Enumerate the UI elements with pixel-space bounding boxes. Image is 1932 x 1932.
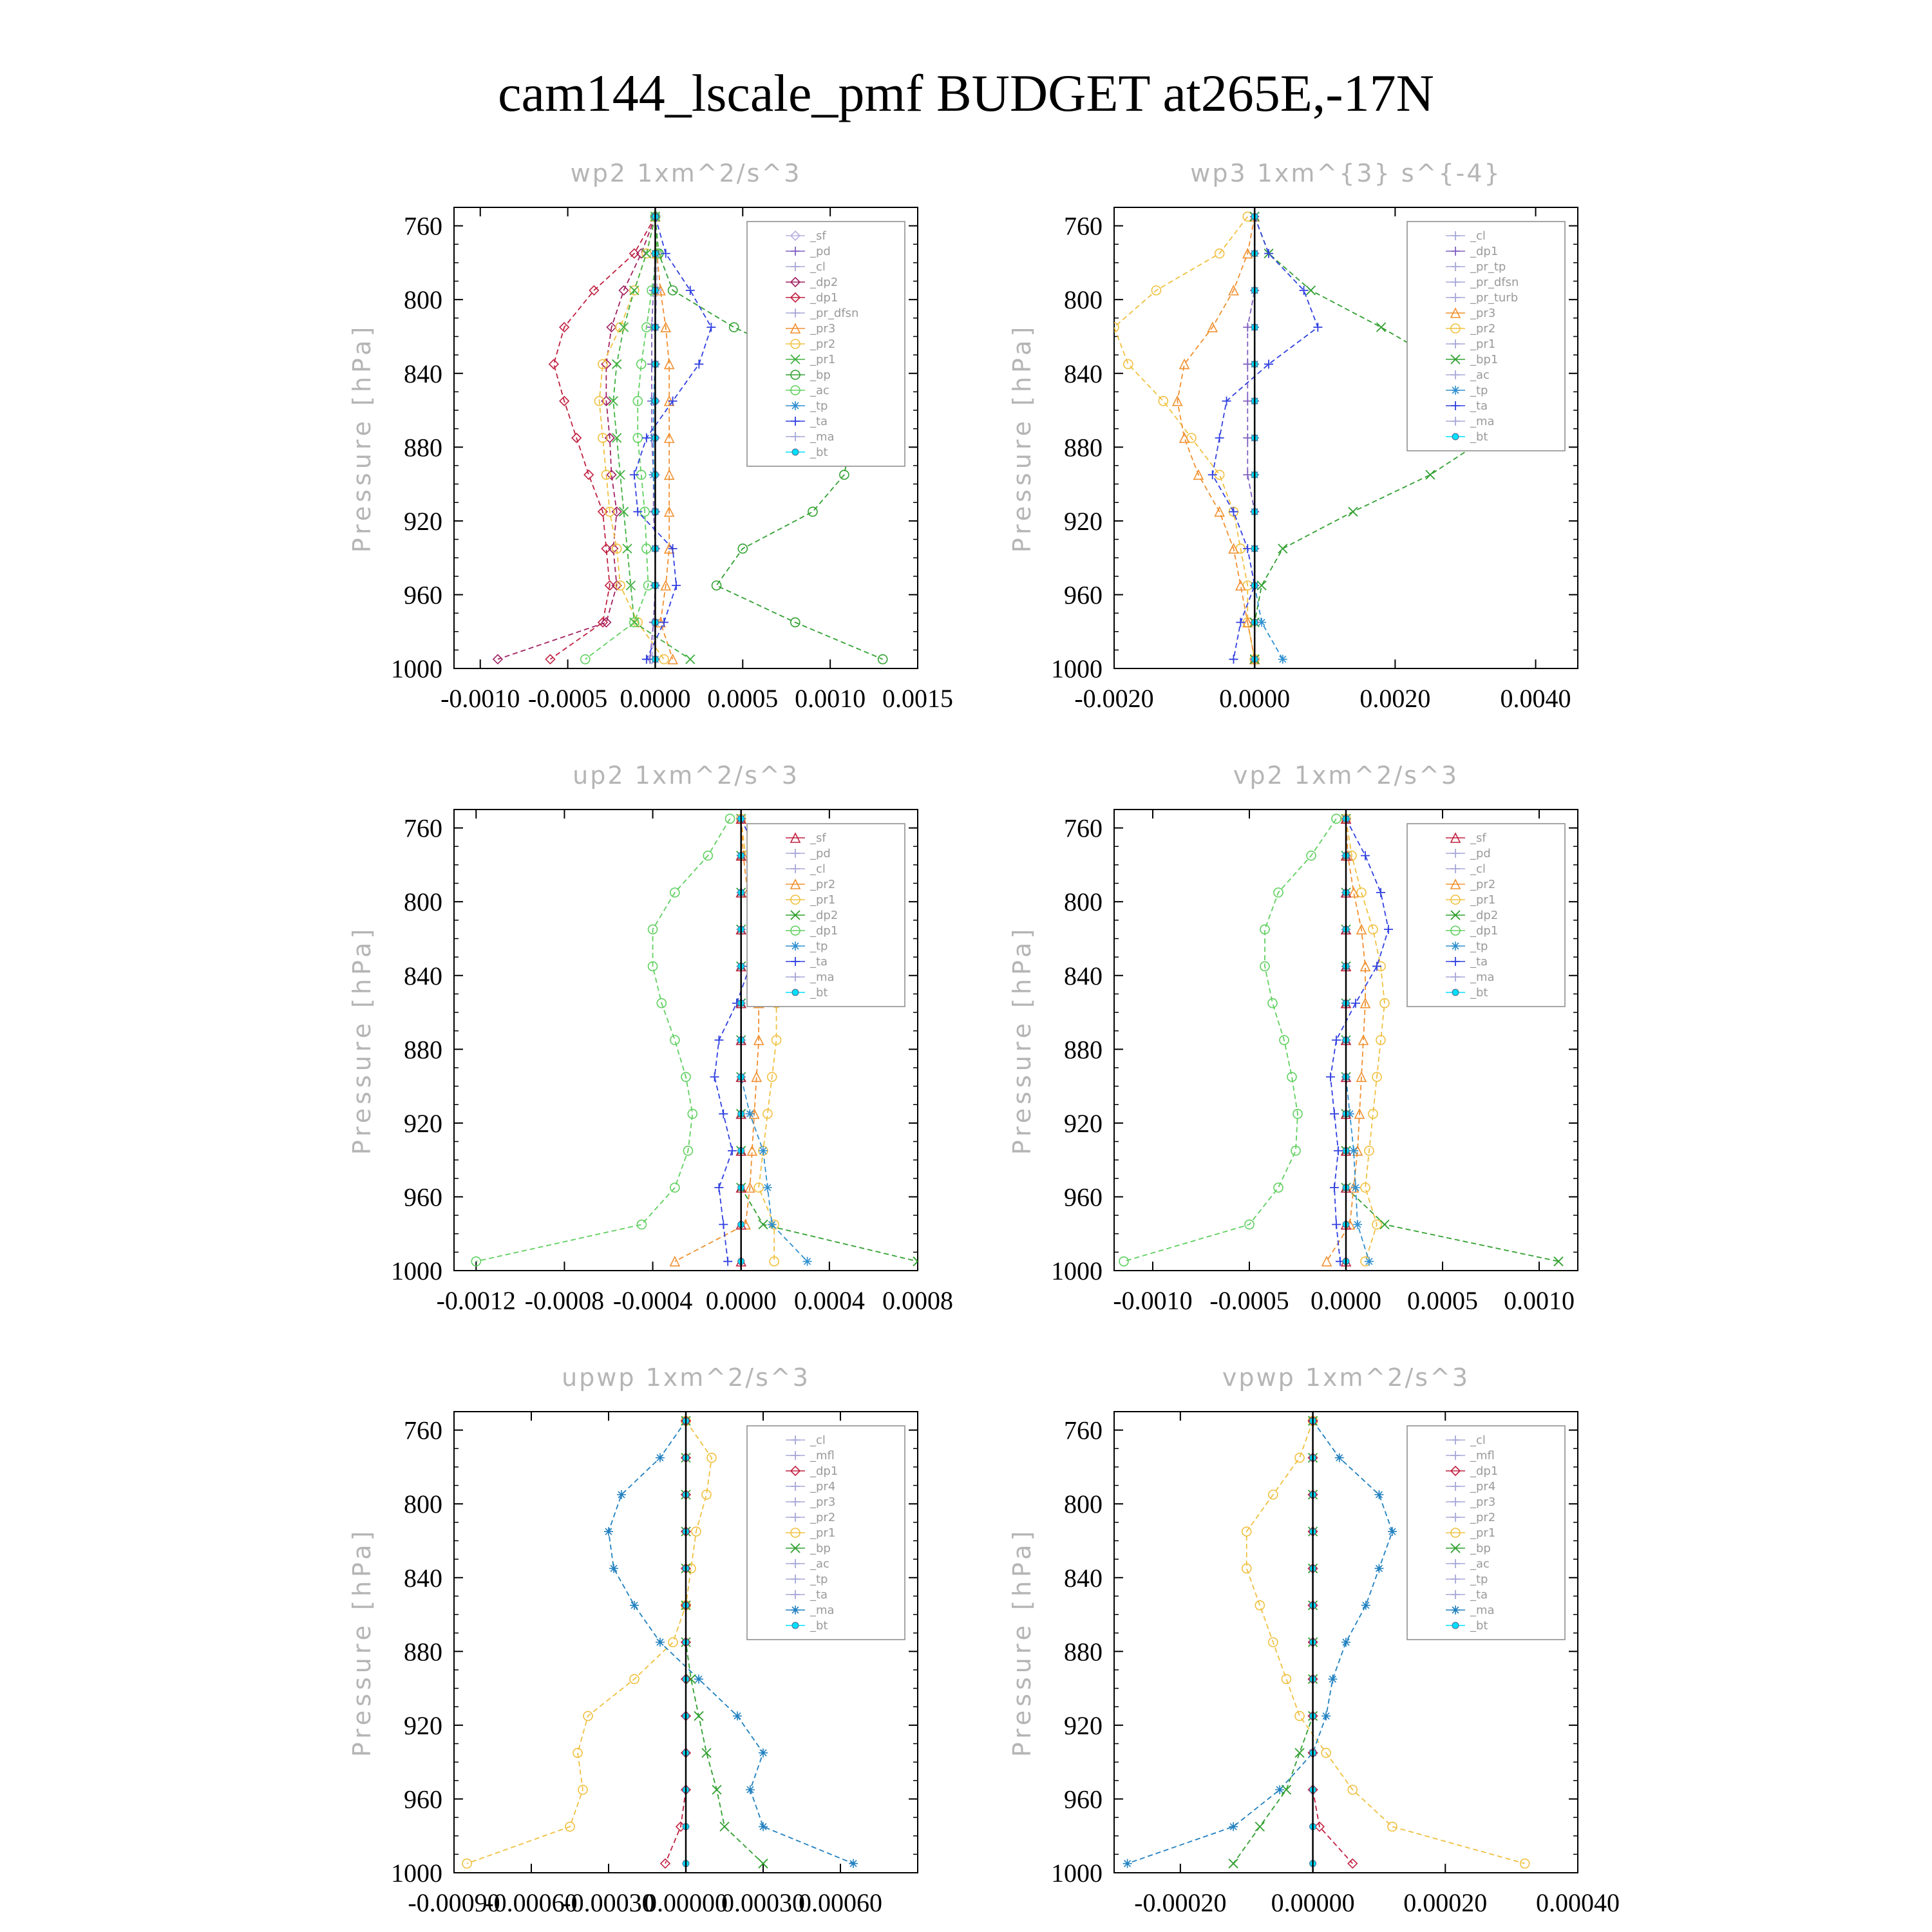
- y-tick-label: 800: [404, 285, 442, 315]
- data-point: [686, 655, 695, 664]
- x-tick-label: 0.0000: [705, 1286, 777, 1315]
- legend-label: _dp1: [1470, 1464, 1499, 1478]
- legend-label: _sf: [810, 229, 826, 243]
- y-tick-label: 960: [404, 580, 442, 610]
- legend-label: _bt: [1470, 1619, 1488, 1633]
- data-point: [1384, 925, 1393, 934]
- x-tick-label: -0.0020: [1074, 684, 1154, 713]
- data-point: [712, 1785, 721, 1794]
- data-point: [1119, 1257, 1128, 1266]
- x-tick-label: 0.00040: [1536, 1888, 1620, 1917]
- data-point: [759, 1822, 768, 1831]
- y-tick-label: 760: [1064, 1416, 1103, 1445]
- data-point: [1332, 1220, 1341, 1229]
- data-point: [1368, 925, 1378, 934]
- data-point: [1554, 1257, 1563, 1266]
- legend-label: _ac: [1470, 368, 1490, 382]
- data-point: [723, 1257, 732, 1266]
- legend-label: _bt: [1470, 430, 1488, 444]
- legend-label: _pr1: [1470, 893, 1496, 907]
- legend-label: _pr4: [1470, 1480, 1496, 1493]
- y-tick-label: 840: [1064, 961, 1103, 990]
- y-tick-label: 960: [1064, 1785, 1103, 1814]
- legend-label: _pr1: [1470, 1526, 1496, 1540]
- legend-label: _pr2: [810, 337, 836, 351]
- panel-upwp: [348, 1363, 918, 1917]
- data-point: [686, 286, 695, 295]
- data-point: [1229, 1822, 1238, 1831]
- data-point: [1328, 1674, 1337, 1683]
- data-point: [1388, 1527, 1397, 1536]
- data-point: [1349, 507, 1358, 516]
- y-tick-label: 840: [1064, 359, 1103, 388]
- legend-label: _bt: [810, 986, 828, 999]
- data-point: [1243, 359, 1252, 368]
- data-point: [1243, 433, 1252, 442]
- panel-title: wp2 1xm^2/s^3: [570, 159, 802, 187]
- data-point: [1215, 433, 1224, 442]
- data-point: [759, 1146, 768, 1155]
- legend-label: _bt: [1470, 986, 1488, 999]
- data-point: [1351, 1183, 1360, 1192]
- x-tick-label: 0.00000: [1271, 1888, 1355, 1917]
- data-point: [1274, 1183, 1283, 1192]
- legend-label: _pr2: [1470, 322, 1496, 336]
- x-tick-label: 0.0010: [1504, 1286, 1575, 1315]
- legend-label: _ta: [810, 1588, 828, 1602]
- y-tick-label: 880: [404, 433, 442, 462]
- legend-label: _tp: [810, 399, 828, 413]
- y-tick-label: 880: [1064, 1035, 1103, 1065]
- y-axis-label: Pressure [hPa]: [1008, 925, 1036, 1155]
- data-point: [1255, 1601, 1264, 1610]
- legend-label: _tp: [1470, 1573, 1488, 1586]
- legend-label: _pr3: [810, 322, 836, 336]
- data-point: [609, 1564, 618, 1573]
- panel-up2: [348, 761, 953, 1315]
- legend-label: _tp: [810, 940, 828, 953]
- data-point: [1255, 1822, 1264, 1831]
- x-tick-label: -0.0010: [440, 684, 520, 713]
- x-tick-label: 0.0040: [1500, 684, 1571, 713]
- data-point: [746, 1785, 755, 1794]
- data-point: [1124, 359, 1133, 368]
- legend-label: _cl: [1470, 229, 1486, 243]
- data-point: [637, 1220, 646, 1229]
- legend-marker: [1452, 1622, 1459, 1629]
- legend-label: _ac: [810, 1557, 829, 1571]
- y-tick-label: 760: [404, 1416, 442, 1445]
- x-tick-label: 0.0000: [620, 684, 691, 713]
- legend-marker: [1452, 433, 1459, 440]
- y-tick-label: 840: [404, 359, 442, 388]
- y-tick-label: 1000: [391, 1256, 442, 1285]
- y-tick-label: 960: [404, 1785, 442, 1814]
- y-tick-label: 800: [404, 1490, 442, 1519]
- data-point: [659, 655, 668, 664]
- legend-label: _dp1: [1470, 924, 1499, 938]
- legend-label: _ma: [1470, 971, 1495, 984]
- legend-marker: [1451, 386, 1460, 395]
- x-tick-label: -0.0012: [436, 1286, 516, 1315]
- data-point: [1282, 1674, 1291, 1683]
- y-tick-label: 800: [404, 887, 442, 917]
- legend-label: _pr4: [810, 1480, 836, 1493]
- legend-label: _ta: [1470, 399, 1488, 413]
- x-tick-label: 0.0004: [793, 1286, 865, 1315]
- legend-label: _cl: [1470, 862, 1486, 876]
- panel-title: up2 1xm^2/s^3: [573, 761, 799, 790]
- x-tick-label: 0.0000: [1311, 1286, 1381, 1315]
- y-tick-label: 760: [1064, 813, 1103, 843]
- legend-label: _ma: [1470, 1604, 1495, 1617]
- legend-label: _tp: [1470, 384, 1488, 397]
- legend-label: _bp1: [1470, 353, 1499, 366]
- legend-label: _ac: [810, 384, 829, 397]
- panel-vpwp: [1008, 1363, 1620, 1917]
- x-tick-label: -0.00030: [562, 1888, 655, 1917]
- data-point: [668, 1638, 677, 1647]
- y-tick-label: 1000: [1051, 1256, 1103, 1285]
- data-point: [763, 1183, 772, 1192]
- legend-label: _sf: [810, 831, 826, 845]
- legend-marker: [791, 1605, 800, 1615]
- legend-marker: [792, 1622, 799, 1629]
- legend-label: _pr3: [1470, 307, 1496, 320]
- data-point: [849, 1859, 858, 1868]
- legend-label: _dp1: [810, 1464, 838, 1478]
- data-point: [1372, 961, 1381, 971]
- x-tick-label: -0.0004: [612, 1286, 693, 1315]
- legend-label: _pd: [810, 847, 831, 860]
- x-tick-label: 0.00000: [644, 1888, 728, 1917]
- y-tick-label: 800: [1064, 887, 1103, 917]
- data-point: [1180, 359, 1189, 368]
- y-axis-label: Pressure [hPa]: [348, 1527, 376, 1757]
- data-point: [1295, 1712, 1304, 1721]
- legend-label: _pr2: [1470, 1511, 1496, 1524]
- y-tick-label: 1000: [391, 654, 442, 683]
- data-point: [1332, 1036, 1341, 1045]
- data-point: [719, 1220, 728, 1229]
- y-tick-label: 840: [404, 961, 442, 990]
- legend-label: _ma: [810, 1604, 835, 1617]
- legend-label: _ma: [1470, 415, 1495, 428]
- data-point: [598, 618, 607, 627]
- y-axis-label: Pressure [hPa]: [1008, 1527, 1036, 1757]
- data-point: [656, 1454, 665, 1463]
- data-point: [1374, 1564, 1383, 1573]
- y-tick-label: 880: [404, 1035, 442, 1065]
- data-point: [584, 470, 593, 479]
- data-point: [1377, 323, 1386, 332]
- x-tick-label: 0.00060: [799, 1888, 882, 1917]
- legend-label: _cl: [810, 862, 826, 876]
- y-tick-label: 1000: [391, 1859, 442, 1888]
- data-point: [604, 1527, 613, 1536]
- y-tick-label: 840: [1064, 1563, 1103, 1593]
- legend-label: _dp1: [810, 924, 838, 938]
- data-point: [672, 581, 681, 590]
- legend-marker: [791, 401, 800, 410]
- y-tick-label: 920: [1064, 1108, 1103, 1138]
- data-point: [630, 1601, 639, 1610]
- y-tick-label: 920: [404, 1710, 442, 1740]
- legend-label: _bt: [810, 446, 828, 459]
- data-point: [702, 1748, 711, 1757]
- legend-label: _pr3: [1470, 1495, 1496, 1509]
- data-point: [1365, 1257, 1374, 1266]
- data-point: [745, 1110, 754, 1119]
- x-tick-label: 0.0010: [795, 684, 866, 713]
- legend-label: _mfl: [810, 1449, 835, 1463]
- data-point: [1330, 1110, 1339, 1119]
- legend-label: _pr2: [810, 1511, 836, 1524]
- legend-label: _pr1: [810, 893, 836, 907]
- legend-label: _bp: [810, 1542, 831, 1555]
- x-tick-label: 0.0000: [1219, 684, 1291, 713]
- data-point: [1374, 1490, 1383, 1499]
- legend-label: _ta: [810, 415, 828, 428]
- data-point: [1341, 1638, 1350, 1647]
- legend-label: _pr_turb: [1470, 291, 1519, 305]
- data-point: [642, 249, 651, 258]
- data-point: [714, 1036, 723, 1045]
- data-point: [1295, 1454, 1304, 1463]
- y-tick-label: 760: [1064, 211, 1103, 241]
- panel-wp3: [1008, 159, 1578, 713]
- y-tick-label: 960: [1064, 1182, 1103, 1212]
- data-point: [768, 1220, 777, 1229]
- data-point: [1295, 1748, 1304, 1757]
- panel-title: upwp 1xm^2/s^3: [562, 1363, 810, 1392]
- y-tick-label: 760: [404, 813, 442, 843]
- data-point: [630, 286, 639, 295]
- y-tick-label: 1000: [1051, 1859, 1103, 1888]
- legend-label: _tp: [810, 1573, 828, 1586]
- panels: [348, 159, 1620, 1917]
- data-point: [714, 1183, 723, 1192]
- panel-title: vp2 1xm^2/s^3: [1233, 761, 1459, 790]
- data-point: [1361, 1601, 1370, 1610]
- legend-marker: [1451, 1605, 1460, 1615]
- data-point: [1334, 1146, 1343, 1155]
- y-tick-label: 1000: [1051, 654, 1103, 683]
- data-point: [728, 1146, 737, 1155]
- data-point: [730, 323, 739, 332]
- x-tick-label: 0.00020: [1403, 1888, 1488, 1917]
- legend-label: _pr1: [1470, 337, 1496, 351]
- series-line-pr1: [467, 1421, 712, 1863]
- legend-label: _ma: [810, 430, 835, 444]
- legend-label: _pr_dfsn: [810, 307, 859, 320]
- data-point: [1123, 1859, 1132, 1868]
- x-tick-label: -0.0010: [1113, 1286, 1193, 1315]
- figure-title: cam144_lscale_pmf BUDGET at265E,-17N: [498, 64, 1434, 122]
- data-point: [1349, 1146, 1358, 1155]
- data-point: [623, 544, 632, 553]
- x-tick-label: 0.0005: [707, 684, 779, 713]
- y-tick-label: 960: [1064, 580, 1103, 610]
- series-line-dp1: [476, 819, 730, 1261]
- legend-label: _mfl: [1470, 1449, 1495, 1463]
- data-point: [719, 1110, 728, 1119]
- data-point: [803, 1257, 812, 1266]
- data-point: [694, 359, 703, 368]
- data-point: [720, 1822, 729, 1831]
- legend-label: _tp: [1470, 940, 1488, 953]
- data-point: [1229, 1859, 1238, 1868]
- data-point: [1388, 1822, 1397, 1831]
- data-point: [549, 359, 558, 368]
- data-point: [710, 1072, 719, 1081]
- data-point: [1278, 655, 1287, 664]
- data-point: [545, 655, 554, 664]
- data-point: [1243, 397, 1252, 406]
- data-point: [1313, 323, 1322, 332]
- x-tick-label: 0.0008: [882, 1286, 953, 1315]
- y-tick-label: 840: [404, 1563, 442, 1593]
- y-axis-label: Pressure [hPa]: [348, 925, 376, 1155]
- panel-title: wp3 1xm^{3} s^{-4}: [1190, 159, 1502, 187]
- data-point: [1278, 544, 1287, 553]
- data-point: [759, 1748, 768, 1757]
- y-tick-label: 920: [404, 1108, 442, 1138]
- y-tick-label: 800: [1064, 285, 1103, 315]
- panel-wp2: [348, 159, 953, 713]
- x-tick-label: -0.0005: [527, 684, 608, 713]
- data-point: [712, 581, 721, 590]
- y-axis-label: Pressure [hPa]: [1008, 323, 1036, 553]
- legend-label: _ta: [1470, 1588, 1488, 1602]
- legend-label: _bt: [810, 1619, 828, 1633]
- legend-label: _cl: [810, 1434, 826, 1447]
- legend-label: _cl: [810, 260, 826, 274]
- data-point: [668, 655, 677, 664]
- legend-label: _pr2: [810, 878, 836, 891]
- legend-label: _pr2: [1470, 878, 1496, 891]
- x-tick-label: 0.00030: [721, 1888, 805, 1917]
- data-point: [493, 655, 502, 664]
- y-tick-label: 880: [404, 1637, 442, 1667]
- data-point: [1322, 1257, 1331, 1266]
- legend-label: _dp2: [810, 909, 838, 922]
- legend-label: _cl: [1470, 1434, 1486, 1447]
- data-point: [694, 1674, 703, 1683]
- data-point: [1353, 1220, 1362, 1229]
- legend-label: _bp: [810, 368, 831, 382]
- legend-label: _pd: [1470, 847, 1491, 860]
- data-point: [694, 1712, 703, 1721]
- y-tick-label: 880: [1064, 1637, 1103, 1667]
- x-tick-label: 0.0020: [1359, 684, 1431, 713]
- x-tick-label: 0.0015: [882, 684, 953, 713]
- legend-label: _pr_dfsn: [1470, 276, 1519, 289]
- x-tick-label: -0.00090: [408, 1888, 500, 1917]
- legend-label: _ac: [1470, 1557, 1490, 1571]
- panel-vp2: [1008, 761, 1578, 1315]
- data-point: [1361, 851, 1370, 860]
- y-tick-label: 920: [404, 506, 442, 536]
- data-point: [1335, 1454, 1344, 1463]
- data-point: [1268, 999, 1277, 1008]
- legend-marker: [791, 942, 800, 951]
- legend-label: _dp1: [1470, 245, 1499, 258]
- data-point: [759, 1220, 768, 1229]
- data-point: [617, 1490, 626, 1499]
- y-axis-label: Pressure [hPa]: [348, 323, 376, 553]
- data-point: [1326, 1072, 1335, 1081]
- data-point: [1229, 655, 1238, 664]
- data-point: [1159, 397, 1168, 406]
- series-line-ma: [1128, 1421, 1392, 1863]
- legend-label: _sf: [1470, 831, 1486, 845]
- legend-marker: [792, 989, 799, 996]
- data-point: [1243, 323, 1252, 332]
- y-tick-label: 800: [1064, 1490, 1103, 1519]
- data-point: [733, 1712, 742, 1721]
- legend-marker: [1452, 989, 1459, 996]
- legend-label: _pr1: [810, 353, 836, 366]
- series-line-pr2: [1114, 216, 1255, 659]
- data-point: [1330, 1183, 1339, 1192]
- data-point: [706, 323, 715, 332]
- y-tick-label: 960: [404, 1182, 442, 1212]
- legend-label: _bp: [1470, 1542, 1491, 1555]
- legend-marker: [1451, 942, 1460, 951]
- data-point: [808, 507, 817, 516]
- y-tick-label: 880: [1064, 433, 1103, 462]
- series-line-dp1: [1124, 819, 1336, 1261]
- legend-label: _pr1: [810, 1526, 836, 1540]
- y-tick-label: 760: [404, 211, 442, 241]
- x-tick-label: 0.0005: [1407, 1286, 1478, 1315]
- data-point: [1351, 999, 1360, 1008]
- legend-label: _pr_tp: [1470, 260, 1506, 274]
- y-tick-label: 920: [1064, 1710, 1103, 1740]
- legend-label: _dp2: [1470, 909, 1499, 922]
- x-tick-label: -0.00060: [485, 1888, 578, 1917]
- data-point: [656, 1638, 665, 1647]
- legend-label: _pd: [810, 245, 831, 258]
- legend-label: _dp1: [810, 291, 838, 305]
- x-tick-label: -0.00020: [1134, 1888, 1227, 1917]
- legend-label: _ta: [1470, 955, 1488, 969]
- data-point: [1376, 888, 1385, 897]
- legend-label: _ma: [810, 971, 835, 984]
- legend-label: _ta: [810, 955, 828, 969]
- x-tick-label: -0.0005: [1209, 1286, 1289, 1315]
- data-point: [1426, 470, 1435, 479]
- legend-marker: [792, 449, 799, 455]
- panel-title: vpwp 1xm^2/s^3: [1222, 1363, 1470, 1392]
- data-point: [670, 1036, 679, 1045]
- data-point: [1321, 1712, 1331, 1721]
- data-point: [1243, 470, 1252, 479]
- x-tick-label: -0.0008: [524, 1286, 605, 1315]
- legend-label: _dp2: [810, 276, 838, 289]
- legend-label: _pr3: [810, 1495, 836, 1509]
- y-tick-label: 920: [1064, 506, 1103, 536]
